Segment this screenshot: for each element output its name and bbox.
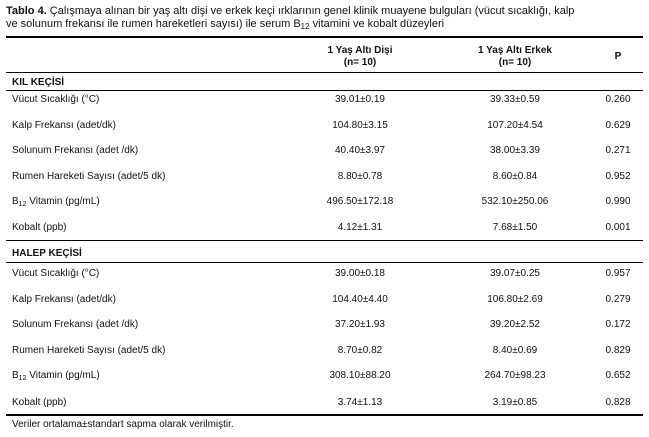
male-value: 38.00±3.39	[490, 145, 540, 156]
p-value: 0.957	[605, 268, 631, 279]
column-header-female-n: (n= 10)	[343, 57, 377, 68]
row-label: Rumen Hareketi Sayısı (adet/5 dk)	[12, 171, 166, 182]
column-header-female	[300, 45, 420, 69]
p-value: 0.001	[605, 222, 631, 233]
table-top-rule	[6, 36, 643, 38]
row-label-post: Vitamin (pg/mL)	[26, 370, 100, 381]
row-label: Solunum Frekansı (adet /dk)	[12, 319, 139, 330]
row-label: Vücut Sıcaklığı (°C)	[12, 94, 100, 105]
row-label-post: Vitamin (pg/mL)	[26, 196, 100, 207]
header-bottom-rule	[6, 72, 643, 73]
section-rule-kil	[6, 90, 643, 91]
section-rule-halep	[6, 262, 643, 263]
caption-label: Tablo 4.	[6, 5, 47, 17]
caption-text-2b: vitamini ve kobalt düzeyleri	[309, 18, 445, 30]
section-divider-rule	[6, 240, 643, 241]
male-value: 264.70±98.23	[484, 370, 546, 381]
row-label-sub: 12	[18, 201, 27, 208]
p-value: 0.271	[605, 145, 631, 156]
p-value: 0.279	[605, 294, 631, 305]
male-value: 532.10±250.06	[481, 196, 549, 207]
column-header-male	[455, 45, 575, 69]
row-label-sub: 12	[18, 375, 27, 382]
column-header-female-title: 1 Yaş Altı Dişi	[327, 45, 393, 56]
female-value: 39.01±0.19	[335, 94, 385, 105]
female-value: 104.40±4.40	[332, 294, 388, 305]
female-value: 104.80±3.15	[332, 120, 388, 131]
female-value: 4.12±1.31	[337, 222, 383, 233]
female-value: 40.40±3.97	[335, 145, 385, 156]
p-value: 0.828	[605, 397, 631, 408]
caption-line-2	[6, 18, 649, 31]
caption-text-2-sub: 12	[300, 22, 310, 31]
column-header-p: P	[614, 51, 622, 62]
caption-text-1: Çalışmaya alınan bir yaş altı dişi ve erkek keçi ırklarının genel klinik muayene bulguları (vücut sıcaklığı, kalp	[46, 5, 575, 17]
row-label: Kobalt (ppb)	[12, 222, 67, 233]
female-value: 8.80±0.78	[337, 171, 383, 182]
male-value: 107.20±4.54	[487, 120, 543, 131]
caption-text-2a: ve solunum frekansı ile rumen hareketleri sayısı) ile serum B	[6, 18, 301, 30]
p-value: 0.629	[605, 120, 631, 131]
p-value: 0.829	[605, 345, 631, 356]
row-label: Kalp Frekansı (adet/dk)	[12, 294, 116, 305]
row-label-pre: B	[12, 196, 19, 207]
p-value: 0.260	[605, 94, 631, 105]
male-value: 39.20±2.52	[490, 319, 540, 330]
female-value: 308.10±88.20	[329, 370, 391, 381]
row-label: Solunum Frekansı (adet /dk)	[12, 145, 139, 156]
row-label	[12, 196, 100, 208]
row-label: Kobalt (ppb)	[12, 397, 67, 408]
male-value: 7.68±1.50	[492, 222, 538, 233]
female-value: 37.20±1.93	[335, 319, 385, 330]
female-value: 39.00±0.18	[335, 268, 385, 279]
row-label	[12, 370, 100, 382]
table-bottom-rule	[6, 414, 643, 416]
p-value: 0.952	[605, 171, 631, 182]
female-value: 3.74±1.13	[337, 397, 383, 408]
row-label: Vücut Sıcaklığı (°C)	[12, 268, 100, 279]
section-title-halep: HALEP KEÇİSİ	[12, 248, 82, 259]
column-header-male-title: 1 Yaş Altı Erkek	[478, 45, 552, 56]
row-label: Rumen Hareketi Sayısı (adet/5 dk)	[12, 345, 166, 356]
row-label: Kalp Frekansı (adet/dk)	[12, 120, 116, 131]
p-value: 0.990	[605, 196, 631, 207]
p-value: 0.652	[605, 370, 631, 381]
male-value: 8.40±0.69	[492, 345, 538, 356]
table-caption	[6, 5, 649, 31]
female-value: 8.70±0.82	[337, 345, 383, 356]
male-value: 8.60±0.84	[492, 171, 538, 182]
male-value: 39.07±0.25	[490, 268, 540, 279]
column-header-male-n: (n= 10)	[498, 57, 532, 68]
table-footnote: Veriler ortalama±standart sapma olarak verilmiştir.	[12, 419, 234, 430]
p-value: 0.172	[605, 319, 631, 330]
male-value: 39.33±0.59	[490, 94, 540, 105]
row-label-pre: B	[12, 370, 19, 381]
section-title-kil: KIL KEÇİSİ	[12, 77, 65, 88]
male-value: 106.80±2.69	[487, 294, 543, 305]
male-value: 3.19±0.85	[492, 397, 538, 408]
female-value: 496.50±172.18	[326, 196, 394, 207]
caption-line-1	[6, 5, 649, 18]
